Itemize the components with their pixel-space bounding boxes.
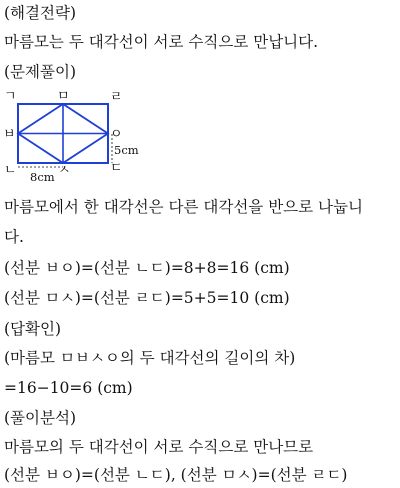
equation-ms: (선분 ㅁㅅ)=(선분 ㄹㄷ)=5+5=10 (cm) bbox=[4, 289, 290, 307]
strategy-text: 마름모는 두 대각선이 서로 수직으로 만납니다. bbox=[4, 33, 319, 51]
heading-check: (답확인) bbox=[4, 320, 62, 338]
label-bottom-mid: ㅅ bbox=[58, 163, 71, 178]
label-bottom-left: ㄴ bbox=[4, 163, 17, 178]
analysis-text: 마름모의 두 대각선이 서로 수직으로 만나므로 bbox=[4, 438, 314, 456]
label-right-mid: ㅇ bbox=[110, 127, 123, 142]
label-left-mid: ㅂ bbox=[3, 127, 16, 142]
label-bottom-right: ㄷ bbox=[110, 161, 123, 176]
height-label: 5cm bbox=[114, 143, 139, 157]
heading-strategy: (해결전략) bbox=[4, 4, 76, 22]
explanation-line-2: 다. bbox=[4, 228, 24, 246]
label-top-right: ㄹ bbox=[110, 90, 123, 105]
heading-analysis: (풀이분석) bbox=[4, 409, 76, 427]
rhombus-diagram bbox=[0, 88, 170, 184]
label-top-left: ㄱ bbox=[4, 89, 17, 104]
analysis-equation: (선분 ㅂㅇ)=(선분 ㄴㄷ), (선분 ㅁㅅ)=(선분 ㄹㄷ) bbox=[4, 466, 348, 484]
label-top-mid: ㅁ bbox=[57, 89, 70, 104]
heading-solution: (문제풀이) bbox=[4, 63, 76, 81]
rhombus-figure bbox=[0, 88, 170, 184]
width-label: 8cm bbox=[30, 170, 55, 184]
check-description: (마름모 ㅁㅂㅅㅇ의 두 대각선의 길이의 차) bbox=[4, 349, 296, 367]
explanation-line-1: 마름모에서 한 대각선은 다른 대각선을 반으로 나눕니 bbox=[4, 198, 363, 216]
check-result: =16−10=6 (cm) bbox=[4, 379, 133, 397]
equation-bo: (선분 ㅂㅇ)=(선분 ㄴㄷ)=8+8=16 (cm) bbox=[4, 259, 290, 277]
